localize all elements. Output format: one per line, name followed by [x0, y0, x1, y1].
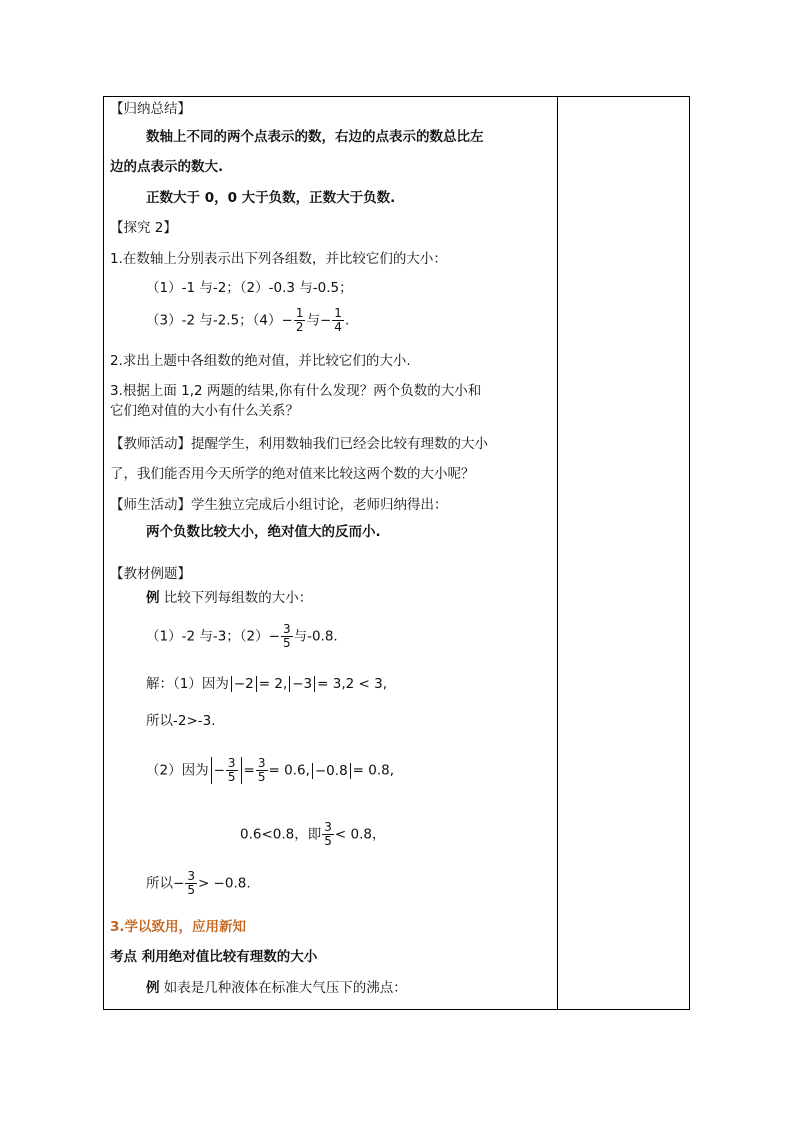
negative-compare-conclusion: 两个负数比较大小，绝对值大的反而小. — [146, 524, 381, 540]
explore2-question-3-line-1: 3.根据上面 1,2 两题的结果,你有什么发现？两个负数的大小和 — [110, 383, 482, 399]
explore2-items-a: （1）-1 与-2；（2）-0.3 与-0.5； — [146, 280, 353, 296]
section-3-heading: 3.学以致用，应用新知 — [110, 919, 247, 935]
fraction-1-2: $\frac{1}{2}$ — [295, 306, 304, 334]
explore2-question-2: 2.求出上题中各组数的绝对值，并比较它们的大小. — [110, 353, 411, 369]
explore2-question-3-line-2: 它们绝对值的大小有什么关系？ — [110, 403, 299, 419]
textbook-example-heading: 【教材例题】 — [110, 566, 191, 582]
lesson-table — [103, 96, 690, 1010]
section-3-example: 例 如表是几种液体在标准大气压下的沸点： — [146, 980, 407, 996]
summary-line-1: 数轴上不同的两个点表示的数，右边的点表示的数总比左 — [146, 129, 484, 145]
summary-line-3: 正数大于 0，0 大于负数，正数大于负数. — [146, 190, 396, 206]
summary-heading: 【归纳总结】 — [110, 101, 191, 117]
abs-value: −0.8 — [312, 763, 351, 779]
explore2-items-b: （3）-2 与-2.5；（4）− $\frac{1}{2}$ 与− $\frac{1}{4}$ . — [146, 306, 350, 334]
exam-point: 考点 利用绝对值比较有理数的大小 — [110, 949, 318, 965]
teacher-student-activity — [110, 495, 448, 515]
teacher-activity-text-2: 了，我们能否用今天所学的绝对值来比较这两个数的大小呢？ — [110, 466, 475, 482]
textbook-example-items: （1）-2 与-3；（2）− $\frac{3}{5}$ 与-0.8. — [146, 622, 338, 650]
teacher-student-text: 学生独立完成后小组讨论，老师归纳得出： — [191, 497, 448, 513]
teacher-activity-text: 提醒学生，利用数轴我们已经会比较有理数的大小 — [191, 436, 488, 452]
summary-line-2: 边的点表示的数大. — [110, 159, 224, 175]
solution-1: 解：（1）因为 −2 = 2, −3 = 3,2 < 3, — [146, 676, 387, 692]
solution-2-line-2: 0.6<0.8，即 $\frac{3}{5}$ < 0.8， — [240, 820, 386, 848]
solution-2-conclusion: 所以− $\frac{3}{5}$ > −0.8. — [146, 869, 251, 897]
teacher-activity — [110, 434, 488, 454]
teacher-activity-label: 【教师活动】 — [110, 436, 191, 452]
abs-value: −3 — [289, 676, 315, 692]
abs-value: −2 — [231, 676, 257, 692]
column-divider — [557, 97, 558, 1009]
fraction-3-5: $\frac{3}{5}$ — [282, 622, 291, 650]
explore2-heading: 【探究 2】 — [110, 220, 177, 236]
explore2-question-1: 1.在数轴上分别表示出下列各组数，并比较它们的大小： — [110, 251, 447, 267]
fraction-1-4: $\frac{1}{4}$ — [334, 306, 342, 334]
abs-fraction: − $\frac{3}{5}$ — [211, 757, 242, 784]
teacher-student-label: 【师生活动】 — [110, 497, 191, 513]
textbook-example-prompt: 例 比较下列每组数的大小： — [146, 590, 313, 606]
solution-2: （2）因为 − $\frac{3}{5}$ = $\frac{3}{5}$ = 0.6, −0.8 = 0.8, — [146, 756, 395, 784]
items-b-prefix: （3）-2 与-2.5；（4） — [146, 312, 282, 329]
solution-1-conclusion: 所以-2>-3. — [146, 713, 216, 729]
